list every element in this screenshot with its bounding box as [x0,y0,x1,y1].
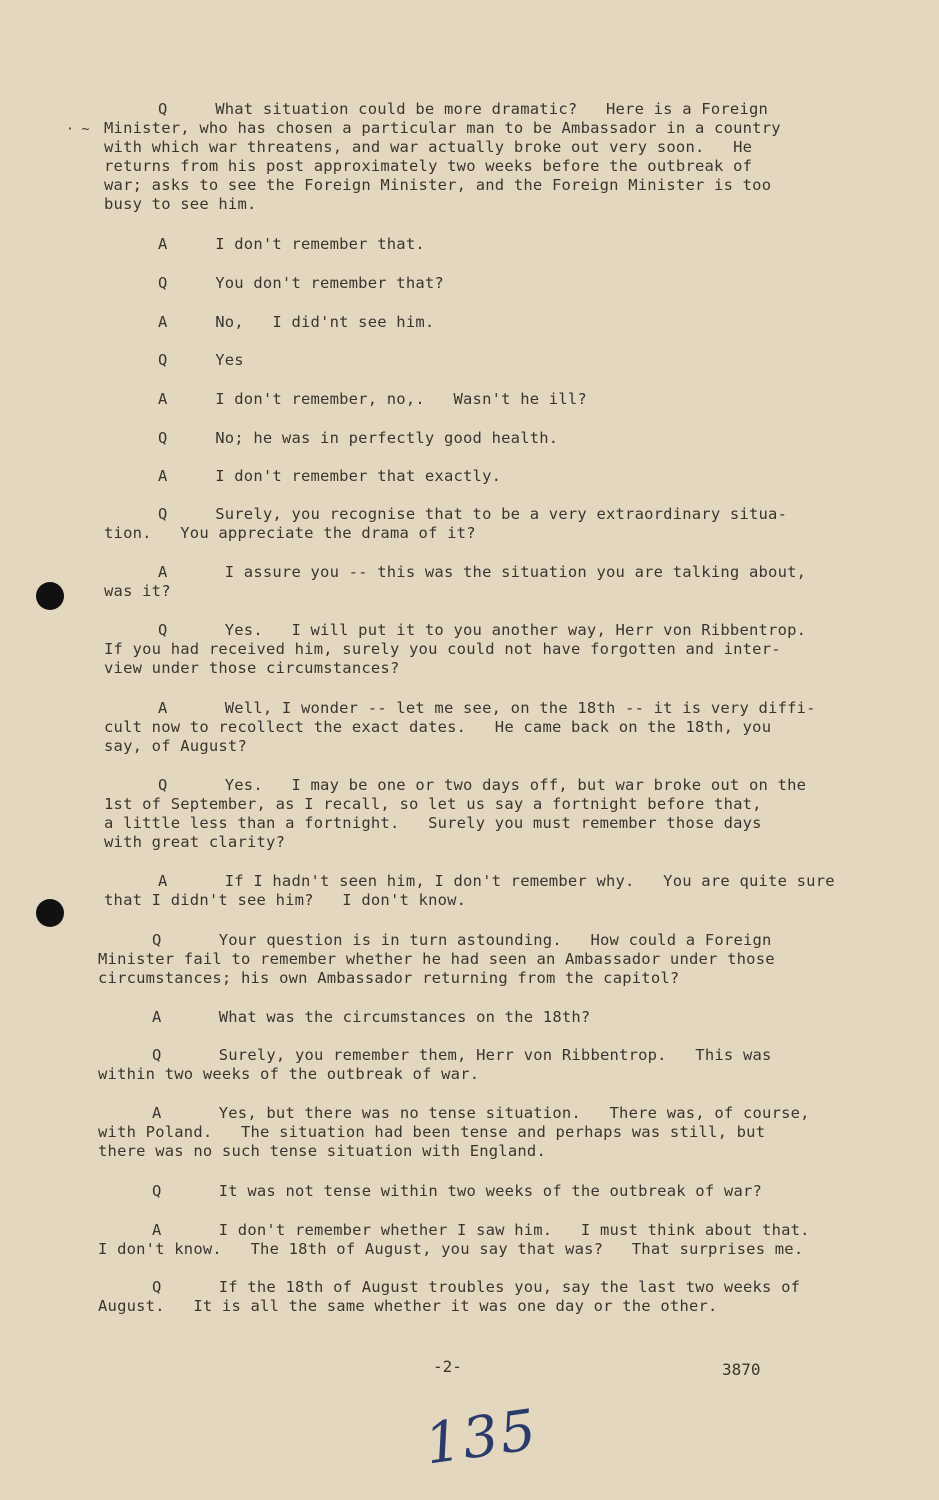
transcript-paragraph [104,467,824,486]
transcript-paragraph [104,699,824,756]
transcript-line: August. It is all the same whether it was one day or the other. [98,1297,718,1315]
transcript-line: Q Yes. I may be one or two days off, but war broke out on the [158,776,807,794]
transcript-line: there was no such tense situation with England. [98,1142,546,1160]
transcript-paragraph [104,390,824,409]
transcript-line: A No, I did'nt see him. [158,313,435,331]
transcript-line: Q No; he was in perfectly good health. [158,429,559,447]
transcript-line: Minister fail to remember whether he had seen an Ambassador under those [98,950,775,968]
transcript-line: A If I hadn't seen him, I don't remember why. You are quite sure [158,872,835,890]
transcript-line: with which war threatens, and war actually broke out very soon. He [104,138,753,156]
transcript-paragraph [98,1104,818,1161]
transcript-line: A I don't remember whether I saw him. I must think about that. [152,1221,810,1239]
transcript-line: Q Your question is in turn astounding. How could a Foreign [152,931,772,949]
transcript-line: A I assure you -- this was the situation you are talking about, [158,563,807,581]
transcript-line: Q It was not tense within two weeks of the outbreak of war? [152,1182,763,1200]
transcript-paragraph [98,1046,818,1084]
transcript-line: Q Surely, you recognise that to be a very extraordinary situa- [158,505,788,523]
page-number: -2- [433,1357,462,1376]
transcript-paragraph [98,1278,818,1316]
transcript-paragraph [98,931,818,988]
transcript-line: If you had received him, surely you could not have forgotten and inter- [104,640,781,658]
transcript-line: Q Yes. I will put it to you another way, Herr von Ribbentrop. [158,621,807,639]
transcript-paragraph [104,872,835,910]
transcript-line: Q What situation could be more dramatic? Here is a Foreign [158,100,769,118]
transcript-line: with Poland. The situation had been tense and perhaps was still, but [98,1123,766,1141]
transcript-line: A I don't remember that. [158,235,425,253]
punch-hole [36,899,64,927]
transcript-line: view under those circumstances? [104,659,400,677]
transcript-line: Q Yes [158,351,244,369]
transcript-line: cult now to recollect the exact dates. He came back on the 18th, you [104,718,772,736]
transcript-paragraph [98,1182,818,1201]
transcript-line: A What was the circumstances on the 18th? [152,1008,591,1026]
punch-hole [36,582,64,610]
transcript-line: 1st of September, as I recall, so let us say a fortnight before that, [104,795,762,813]
transcript-line: returns from his post approximately two weeks before the outbreak of [104,157,753,175]
transcript-line: war; asks to see the Foreign Minister, and the Foreign Minister is too [104,176,772,194]
transcript-line: I don't know. The 18th of August, you say that was? That surprises me. [98,1240,804,1258]
transcript-line: with great clarity? [104,833,286,851]
transcript-paragraph [104,274,824,293]
transcript-line: that I didn't see him? I don't know. [104,891,467,909]
document-number: 3870 [722,1360,761,1379]
transcript-line: busy to see him. [104,195,257,213]
handwritten-page-number: 135 [421,1397,542,1478]
transcript-paragraph [98,1008,818,1027]
transcript-line: circumstances; his own Ambassador returning from the capitol? [98,969,680,987]
transcript-paragraph [104,351,824,370]
transcript-line: tion. You appreciate the drama of it? [104,524,476,542]
transcript-paragraph [104,505,824,543]
transcript-line: was it? [104,582,171,600]
transcript-line: a little less than a fortnight. Surely you must remember those days [104,814,762,832]
transcript-line: Q You don't remember that? [158,274,444,292]
transcript-paragraph [104,235,824,254]
transcript-paragraph [104,100,824,214]
transcript-paragraph [104,563,824,601]
transcript-line: Q If the 18th of August troubles you, say the last two weeks of [152,1278,801,1296]
transcript-paragraph [104,313,824,332]
transcript-paragraph [104,621,824,678]
transcript-line: Minister, who has chosen a particular man to be Ambassador in a country [104,119,781,137]
transcript-line: A I don't remember that exactly. [158,467,502,485]
transcript-line: A Yes, but there was no tense situation. There was, of course, [152,1104,810,1122]
transcript-paragraph [104,429,824,448]
transcript-line: Q Surely, you remember them, Herr von Ribbentrop. This was [152,1046,772,1064]
transcript-paragraph [98,1221,818,1259]
transcript-line: say, of August? [104,737,247,755]
margin-mark: · ~ [66,122,90,137]
transcript-line: A I don't remember, no,. Wasn't he ill? [158,390,587,408]
transcript-line: within two weeks of the outbreak of war. [98,1065,480,1083]
transcript-paragraph [104,776,824,852]
transcript-line: A Well, I wonder -- let me see, on the 18th -- it is very diffi- [158,699,816,717]
